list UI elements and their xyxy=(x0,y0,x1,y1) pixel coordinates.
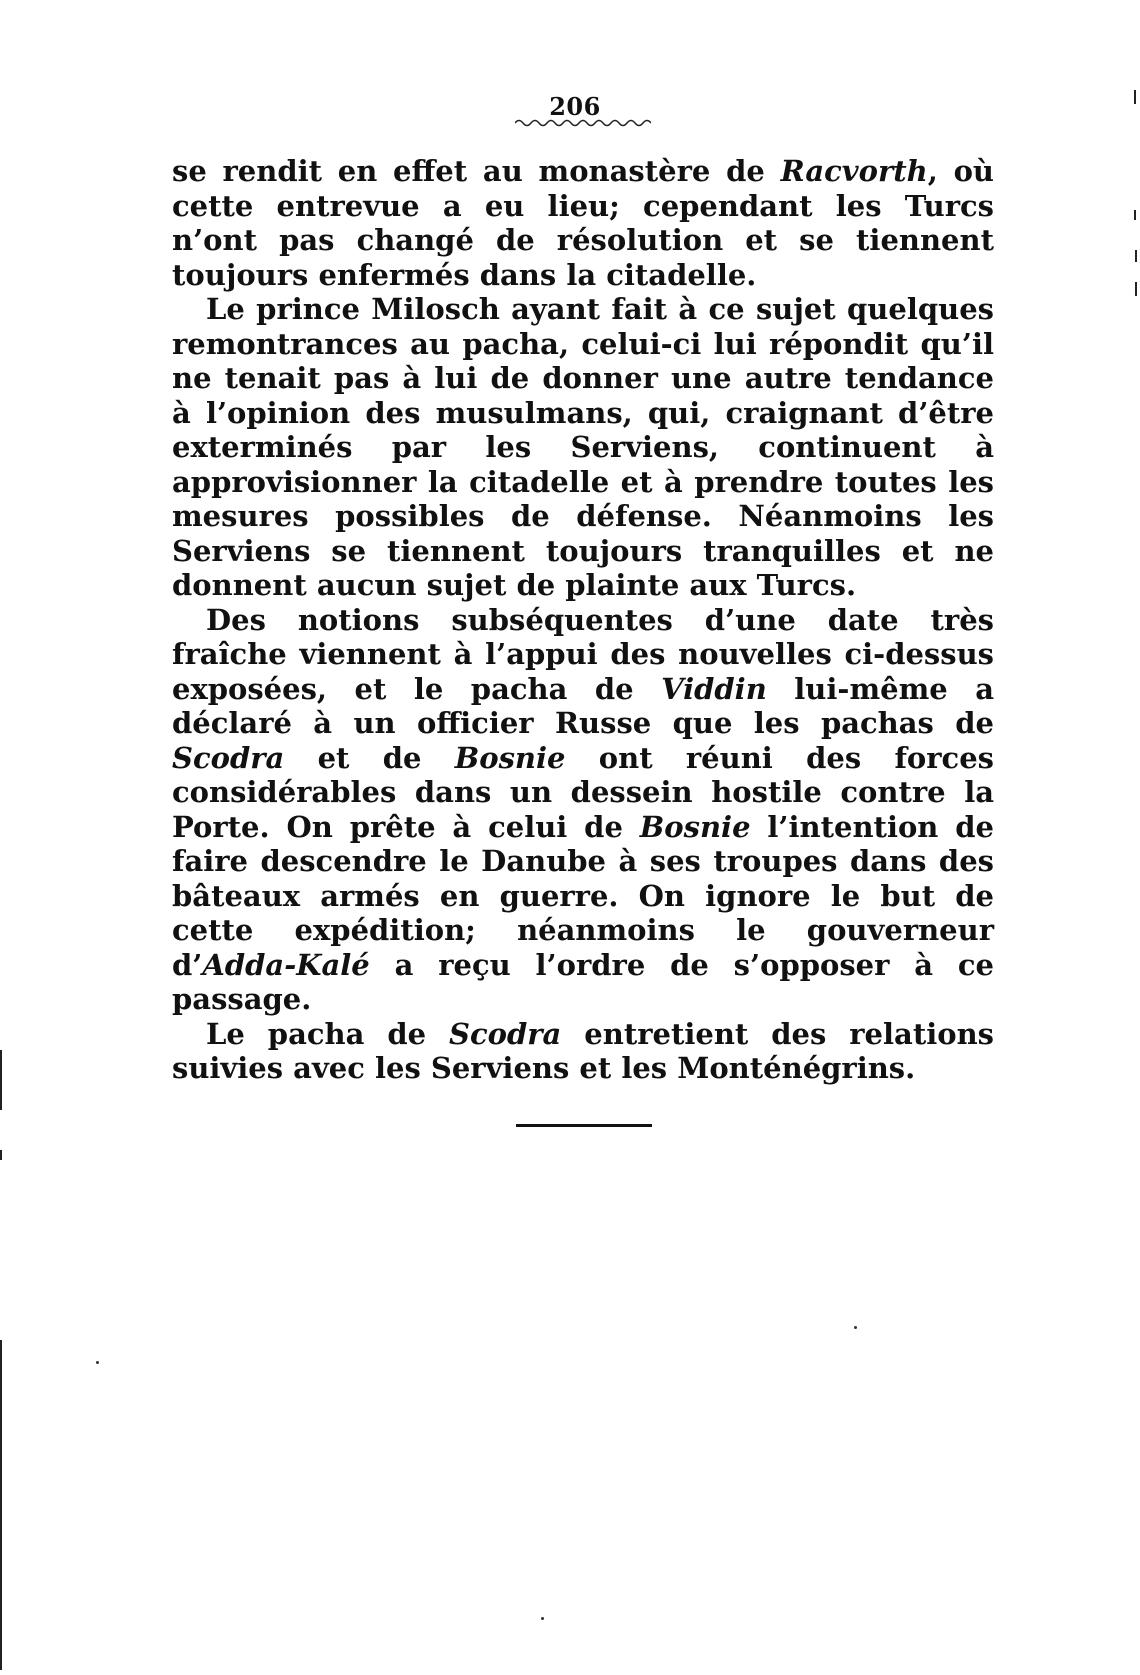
place-name-adda-kale: Adda-Kalé xyxy=(202,947,370,982)
scan-speck-3 xyxy=(541,1617,544,1620)
page-number-ornament xyxy=(515,118,651,128)
page-number: 206 xyxy=(549,92,601,121)
scan-speck-2 xyxy=(854,1326,857,1329)
scan-mark-left-2 xyxy=(0,1150,2,1160)
paragraph-1 xyxy=(172,154,994,292)
scan-mark-right-1 xyxy=(1134,90,1136,104)
scan-mark-left-3 xyxy=(0,1340,2,1670)
paragraph-1-text-b: , où cette entrevue a eu lieu; cependant les Turcs n’ont pas changé de résolution et se tiennent toujours enfermés dans la citadelle. xyxy=(172,154,995,292)
place-name-viddin: Viddin xyxy=(661,671,767,706)
paragraph-3-text-d: ont réuni des forces considérables dans un dessein hostile contre la Porte. On prête à celui de xyxy=(172,740,994,844)
paragraph-4-text-a: Le pacha de xyxy=(206,1016,450,1051)
paragraph-3 xyxy=(172,603,994,1017)
end-of-section-rule xyxy=(516,1124,652,1127)
place-name-scodra-2: Scodra xyxy=(449,1016,562,1051)
scan-mark-right-4 xyxy=(1135,282,1137,296)
paragraph-3-text-a: Des notions subséquentes d’une date très fraîche viennent à l’appui des nouvelles ci-dessus exposées, et le pacha de xyxy=(172,602,994,706)
place-name-bosnie-2: Bosnie xyxy=(639,809,751,844)
paragraph-2: Le prince Milosch ayant fait à ce sujet quelques remontrances au pacha, celui-ci lui répondit qu’il ne tenait pas à lui de donner une autre tendance à l’opinion des musulmans, qui, craignant d’être exterminés par les Serviens, continuent à approvisionner la citadelle et à prendre toutes les mesures possibles de défense. Néanmoins les Serviens se tiennent toujours tranquilles et ne donnent aucun sujet de plainte aux Turcs. xyxy=(172,292,994,602)
paragraph-4 xyxy=(172,1017,994,1086)
place-name-scodra: Scodra xyxy=(172,740,285,775)
body-text xyxy=(172,154,994,1086)
scan-mark-left-1 xyxy=(0,1050,2,1110)
paragraph-3-text-e: l’intention de faire descendre le Danube à ses troupes dans des bâteaux armés en guerre. On ignore le but de cette expédition; néanmoins le gouverneur d’ xyxy=(172,809,994,982)
scan-mark-right-3 xyxy=(1135,250,1137,262)
place-name-bosnie: Bosnie xyxy=(454,740,566,775)
paragraph-1-text-a: se rendit en effet au monastère de xyxy=(172,154,781,188)
scan-speck-1 xyxy=(96,1361,99,1364)
place-name-racvorth: Racvorth xyxy=(780,154,928,188)
paragraph-3-text-b: lui-même a déclaré à un officier Russe que les pachas de xyxy=(172,671,994,740)
paragraph-3-text-c: et de xyxy=(284,740,455,775)
scan-mark-right-2 xyxy=(1134,210,1136,220)
paragraph-4-text-b: entretient des relations suivies avec les Serviens et les Monténégrins. xyxy=(172,1016,994,1085)
paragraph-3-text-f: a reçu l’ordre de s’opposer à ce passage. xyxy=(172,947,994,1016)
